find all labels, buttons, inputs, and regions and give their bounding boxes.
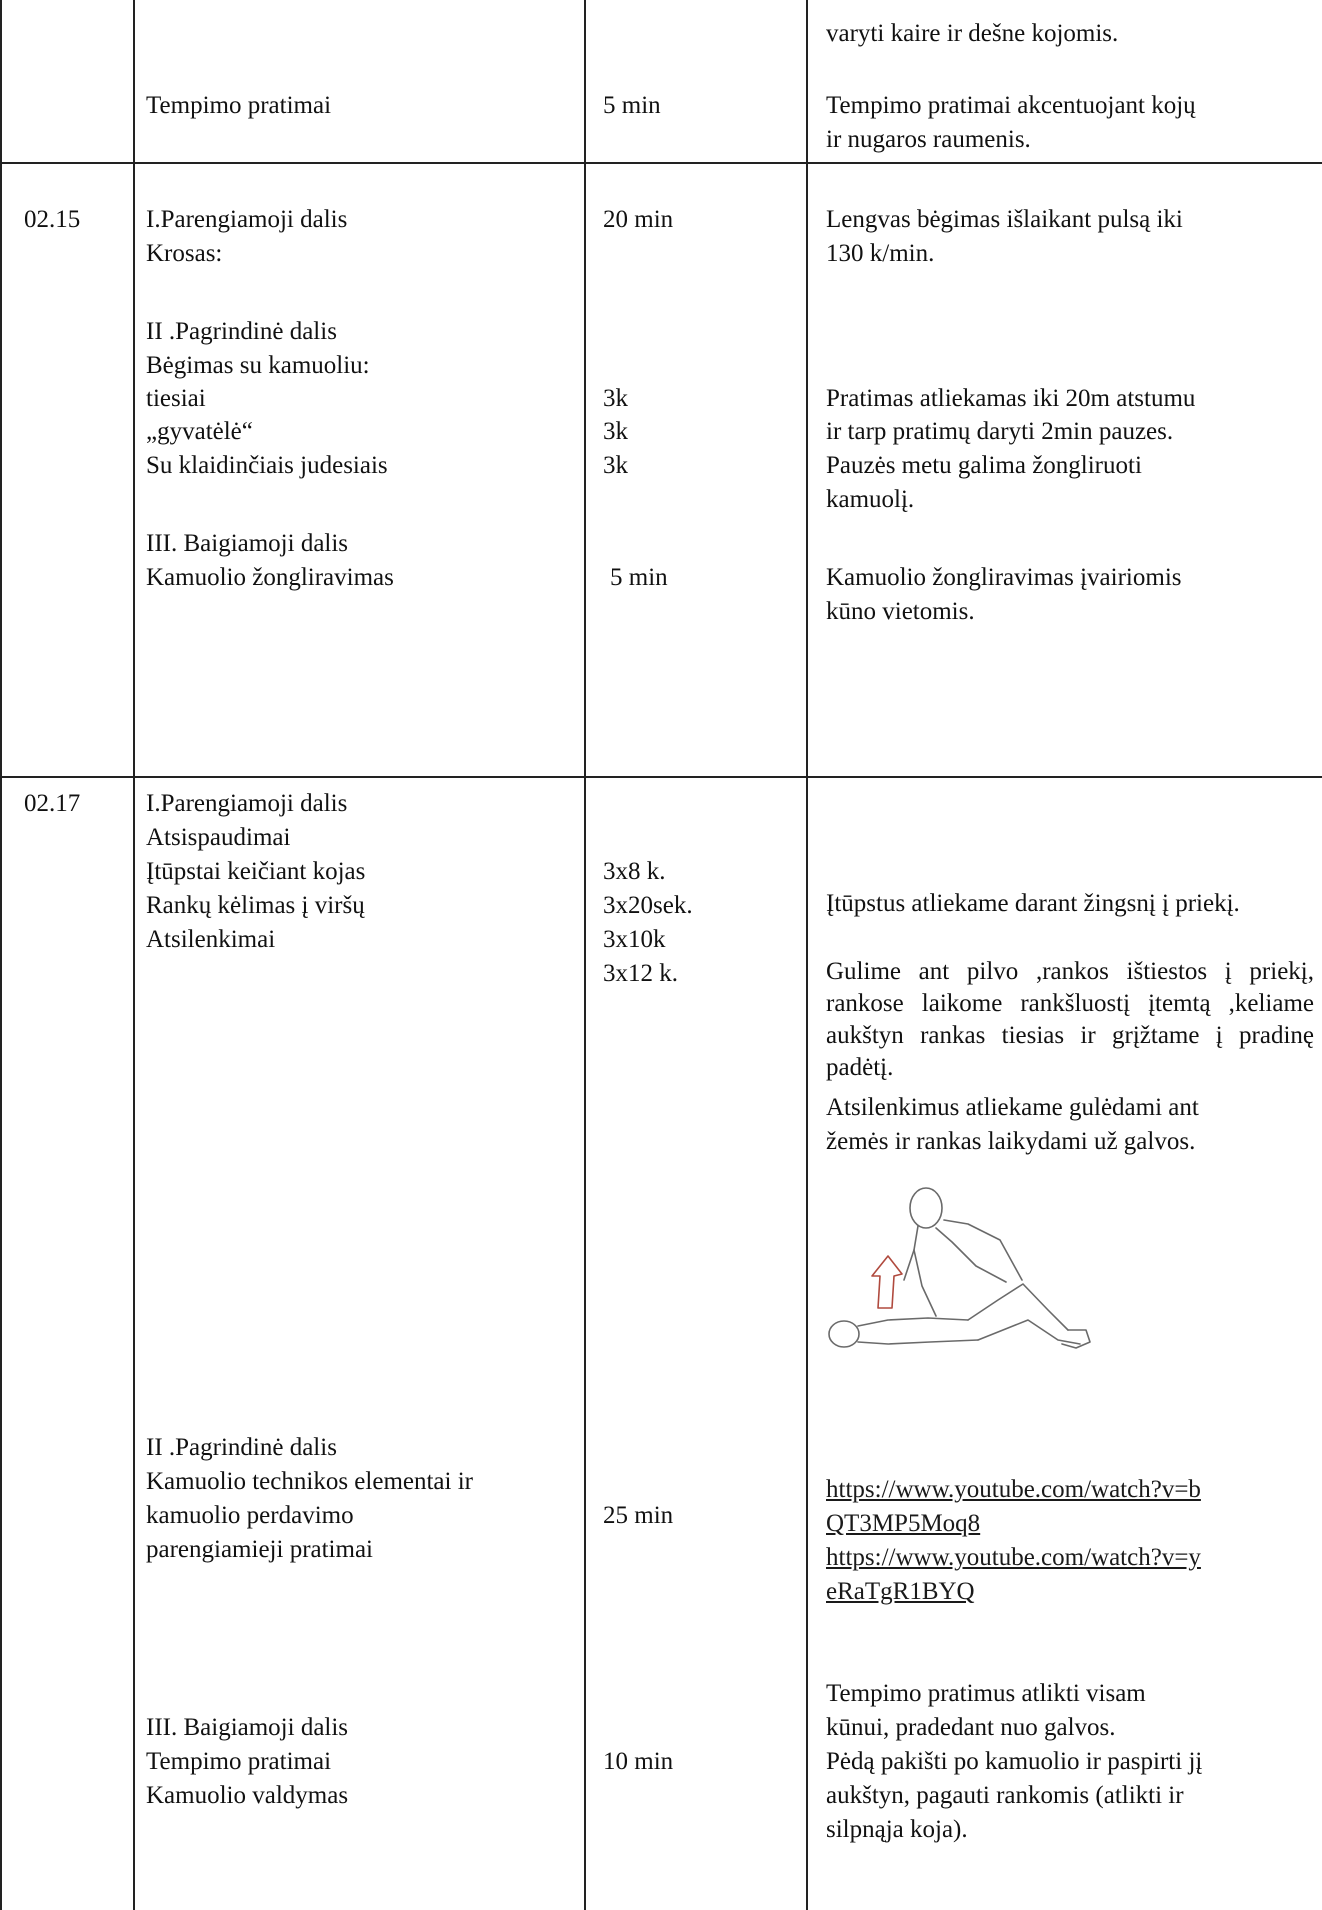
desc-line: Tempimo pratimus atlikti visam bbox=[826, 1680, 1146, 1707]
column-divider-3 bbox=[806, 0, 808, 1910]
activity-line: Atsilenkimai bbox=[146, 926, 276, 953]
desc-paragraph: Gulime ant pilvo ,rankos ištiestos į priekį, rankose laikome rankšluostį įtemtą ,keliame aukštyn rankas tiesias ir grįžtame į pradinę padėtį. bbox=[826, 958, 1314, 1081]
activity-line: III. Baigiamoji dalis bbox=[146, 530, 349, 557]
activity-line: I.Parengiamoji dalis bbox=[146, 790, 348, 817]
activity-line: Įtūpstai keičiant kojas bbox=[146, 858, 366, 885]
column-divider-2 bbox=[584, 0, 586, 1910]
activity-line: tiesiai bbox=[146, 385, 206, 412]
activity-line: Rankų kėlimas į viršų bbox=[146, 892, 365, 919]
prev-duration: 5 min bbox=[603, 92, 661, 119]
row-divider-1 bbox=[0, 162, 1322, 164]
activity-line: Bėgimas su kamuoliu: bbox=[146, 352, 370, 379]
youtube-link-2[interactable]: eRaTgR1BYQ bbox=[826, 1578, 975, 1605]
activity-line: Kamuolio valdymas bbox=[146, 1782, 349, 1809]
desc-line: Pratimas atliekamas iki 20m atstumu bbox=[826, 385, 1196, 412]
desc-line: aukštyn, pagauti rankomis (atlikti ir bbox=[826, 1782, 1184, 1809]
prev-desc-line: Tempimo pratimai akcentuojant kojų bbox=[826, 92, 1196, 119]
duration-line: 3k bbox=[603, 385, 628, 412]
date-cell: 02.17 bbox=[24, 790, 81, 817]
desc-line: silpnąja koja). bbox=[826, 1816, 968, 1843]
duration-line: 10 min bbox=[603, 1748, 674, 1775]
desc-line: kūno vietomis. bbox=[826, 598, 975, 625]
desc-line: Atsilenkimus atliekame gulėdami ant bbox=[826, 1094, 1199, 1121]
prev-desc-line: ir nugaros raumenis. bbox=[826, 126, 1031, 153]
activity-line: II .Pagrindinė dalis bbox=[146, 1434, 337, 1461]
desc-line: kūnui, pradedant nuo galvos. bbox=[826, 1714, 1116, 1741]
activity-line: parengiamieji pratimai bbox=[146, 1536, 373, 1563]
activity-line: II .Pagrindinė dalis bbox=[146, 318, 337, 345]
desc-line: Kamuolio žongliravimas įvairiomis bbox=[826, 564, 1182, 591]
activity-line: Kamuolio technikos elementai ir bbox=[146, 1468, 473, 1495]
prev-activity: Tempimo pratimai bbox=[146, 92, 332, 119]
desc-line: Pėdą pakišti po kamuolio ir paspirti jį bbox=[826, 1748, 1203, 1775]
duration-line: 5 min bbox=[610, 564, 668, 591]
desc-line: Lengvas bėgimas išlaikant pulsą iki bbox=[826, 206, 1183, 233]
desc-line: ir tarp pratimų daryti 2min pauzes. bbox=[826, 418, 1174, 445]
desc-paragraph: Įtūpstus atliekame darant žingsnį į priekį. bbox=[826, 890, 1240, 917]
prev-desc-tail: varyti kaire ir dešne kojomis. bbox=[826, 20, 1119, 47]
duration-line: 3x10k bbox=[603, 926, 666, 953]
duration-line: 20 min bbox=[603, 206, 674, 233]
youtube-link-2[interactable]: https://www.youtube.com/watch?v=y bbox=[826, 1544, 1201, 1571]
duration-line: 25 min bbox=[603, 1502, 674, 1529]
activity-line: kamuolio perdavimo bbox=[146, 1502, 354, 1529]
activity-line: „gyvatėlė“ bbox=[146, 418, 253, 445]
activity-line: Kamuolio žongliravimas bbox=[146, 564, 394, 591]
activity-line: Tempimo pratimai bbox=[146, 1748, 332, 1775]
activity-line: I.Parengiamoji dalis bbox=[146, 206, 348, 233]
desc-line: 130 k/min. bbox=[826, 240, 935, 267]
youtube-link-1[interactable]: https://www.youtube.com/watch?v=b bbox=[826, 1476, 1201, 1503]
duration-line: 3x8 k. bbox=[603, 858, 666, 885]
date-cell: 02.15 bbox=[24, 206, 81, 233]
desc-line: Pauzės metu galima žongliruoti bbox=[826, 452, 1142, 479]
activity-line: Su klaidinčiais judesiais bbox=[146, 452, 388, 479]
desc-line: žemės ir rankas laikydami už galvos. bbox=[826, 1128, 1196, 1155]
duration-line: 3k bbox=[603, 452, 628, 479]
youtube-link-1[interactable]: QT3MP5Moq8 bbox=[826, 1510, 981, 1537]
duration-line: 3k bbox=[603, 418, 628, 445]
activity-line: III. Baigiamoji dalis bbox=[146, 1714, 349, 1741]
table-border-left bbox=[0, 0, 2, 1910]
duration-line: 3x20sek. bbox=[603, 892, 693, 919]
situp-exercise-illustration bbox=[818, 1180, 1108, 1362]
desc-line: kamuolį. bbox=[826, 486, 915, 513]
row-divider-2 bbox=[0, 776, 1322, 778]
column-divider-1 bbox=[133, 0, 135, 1910]
duration-line: 3x12 k. bbox=[603, 960, 678, 987]
activity-line: Atsispaudimai bbox=[146, 824, 291, 851]
activity-line: Krosas: bbox=[146, 240, 223, 267]
